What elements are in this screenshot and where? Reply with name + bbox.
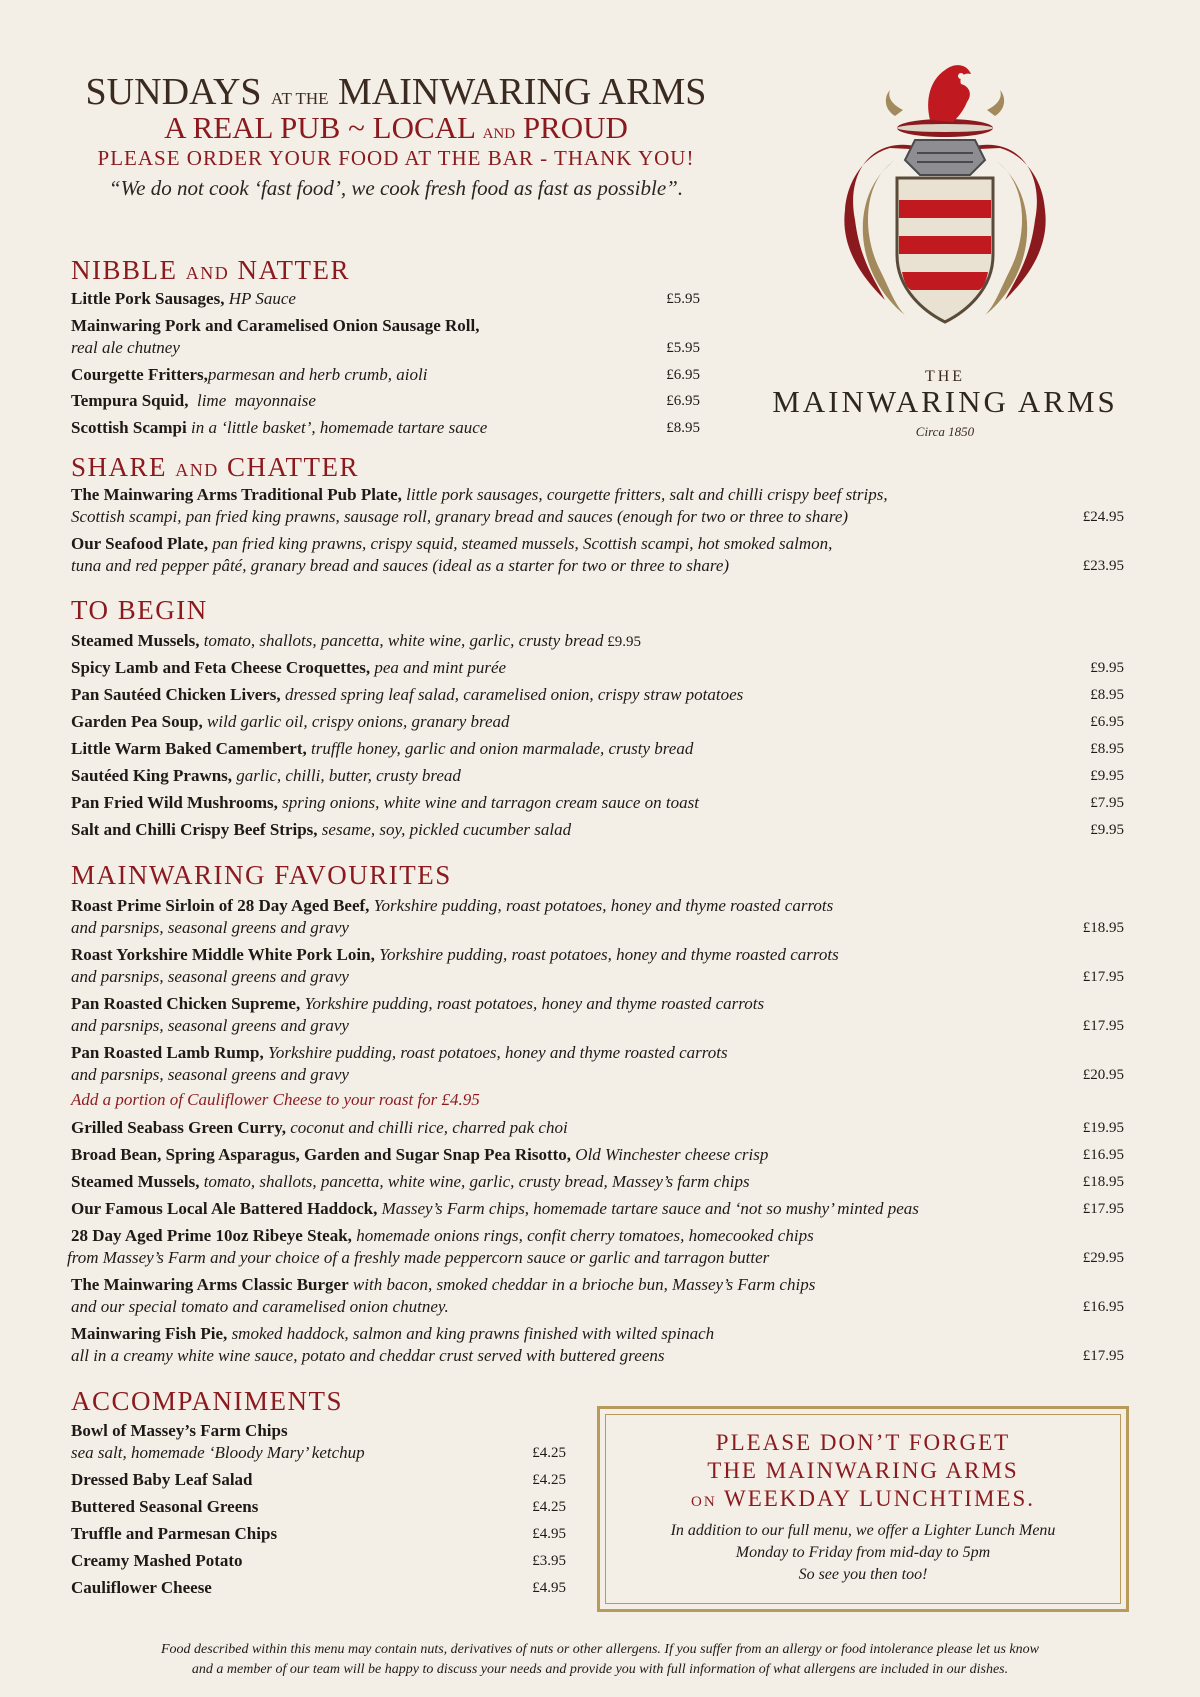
menu-item [71,483,888,507]
item-desc: Yorkshire pudding, roast potatoes, honey and thyme roasted carrots [300,994,765,1013]
menu-item [71,683,743,707]
item-price: £7.95 [1090,795,1124,811]
menu-item-desc [71,965,349,989]
item-name: Spicy Lamb and Feta Cheese Croquettes, [71,658,371,677]
item-name: Roast Yorkshire Middle White Pork Loin, [71,945,375,964]
item-desc: spring onions, white wine and tarragon cream sauce on toast [277,793,699,812]
item-price: £9.95 [1090,768,1124,784]
menu-item [71,1495,258,1519]
promo-line-3 [605,1486,1121,1512]
menu-item-desc [71,1441,365,1465]
section-title-favourites: MAINWARING FAVOURITES [71,860,452,890]
menu-item [71,1197,919,1221]
item-price: £17.95 [1082,969,1124,985]
item-price: £16.95 [1082,1299,1124,1315]
menu-item-desc [71,554,729,578]
item-name: Sautéed King Prawns, [71,766,233,785]
share-title-b: AND [175,460,219,480]
item-price: £3.95 [532,1553,566,1569]
item-price: £17.95 [1082,1201,1124,1217]
menu-item-desc [71,1344,664,1368]
item-desc: and our special tomato and caramelised onion chutney. [71,1297,449,1316]
nibble-title-a: NIBBLE [71,255,178,285]
menu-item [71,1116,568,1140]
item-desc: all in a creamy white wine sauce, potato and cheddar crust served with buttered greens [71,1346,665,1365]
item-name: Creamy Mashed Potato [71,1551,243,1570]
promo-line-1: PLEASE DON’T FORGET [715,1430,1011,1455]
item-name: Broad Bean, Spring Asparagus, Garden and Sugar Snap Pea Risotto, [71,1145,572,1164]
item-price: £17.95 [1082,1018,1124,1034]
item-name: Tempura Squid, [71,391,189,410]
menu-item [71,287,296,311]
item-name: The Mainwaring Arms Traditional Pub Plate, [71,485,402,504]
item-desc: Old Winchester cheese crisp [571,1145,769,1164]
item-price: £8.95 [1090,741,1124,757]
item-desc: with bacon, smoked cheddar in a brioche bun, Massey’s Farm chips [348,1275,816,1294]
item-desc: Yorkshire pudding, roast potatoes, honey and thyme roasted carrots [369,896,834,915]
menu-item [71,992,764,1016]
item-name: Pan Roasted Lamb Rump, [71,1043,264,1062]
menu-item [71,943,839,967]
item-desc: in a ‘little basket’, homemade tartare sauce [186,418,488,437]
promo-weekday: WEEKDAY LUNCHTIMES. [724,1486,1036,1511]
item-price: £17.95 [1082,1348,1124,1364]
menu-item [71,629,641,654]
item-name: Roast Prime Sirloin of 28 Day Aged Beef, [71,896,370,915]
subtitle-part-c: PROUD [522,110,628,145]
allergen-notice [60,1640,1140,1680]
cauliflower-cheese-note: Add a portion of Cauliflower Cheese to your roast for £4.95 [71,1090,480,1109]
promo-line-2: THE MAINWARING ARMS [707,1458,1019,1483]
item-price: £5.95 [666,291,700,307]
nibble-title-b: AND [185,263,230,283]
item-price: £9.95 [1090,660,1124,676]
item-name: Pan Sautéed Chicken Livers, [71,685,281,704]
menu-item [71,656,506,680]
item-price: £4.95 [532,1526,566,1542]
item-desc: parmesan and herb crumb, aioli [207,365,428,384]
item-name: Our Seafood Plate, [71,534,209,553]
item-name: Our Famous Local Ale Battered Haddock, [71,1199,378,1218]
item-name: Truffle and Parmesan Chips [71,1524,278,1543]
promo-line-5: Monday to Friday from mid-day to 5pm [735,1544,991,1561]
item-desc: sesame, soy, pickled cucumber salad [317,820,572,839]
section-title-share [71,452,359,483]
item-desc: coconut and chilli rice, charred pak choi [286,1118,568,1137]
menu-item [71,791,699,815]
share-title-a: SHARE [71,452,168,482]
item-price: £20.95 [1082,1067,1124,1083]
order-instruction: PLEASE ORDER YOUR FOOD AT THE BAR - THANK YOU! [97,146,695,170]
menu-item [71,1549,243,1573]
item-name: Grilled Seabass Green Curry, [71,1118,287,1137]
menu-item [71,1273,815,1297]
item-desc: Yorkshire pudding, roast potatoes, honey and thyme roasted carrots [374,945,839,964]
menu-item [71,389,316,413]
menu-item [71,894,833,918]
item-price: £9.95 [603,634,641,650]
section-title-begin: TO BEGIN [71,595,208,625]
promo-line-6: So see you then too! [798,1566,928,1583]
item-desc: dressed spring leaf salad, caramelised onion, crispy straw potatoes [280,685,744,704]
item-price: £4.95 [532,1580,566,1596]
menu-title [66,70,726,114]
item-name: Pan Fried Wild Mushrooms, [71,793,278,812]
promo-line-4: In addition to our full menu, we offer a Lighter Lunch Menu [670,1522,1056,1539]
title-pub-name: MAINWARING ARMS [338,71,707,113]
item-desc: Scottish scampi, pan fried king prawns, sausage roll, granary bread and sauces (enough for two or three to share) [71,507,849,526]
item-desc: wild garlic oil, crispy onions, granary bread [202,712,510,731]
item-price: £8.95 [666,420,700,436]
item-desc: from Massey’s Farm and your choice of a freshly made peppercorn sauce or garlic and tarragon butter [67,1248,770,1267]
item-desc: tomato, shallots, pancetta, white wine, garlic, crusty bread [199,631,604,650]
logo-circa: Circa 1850 [915,424,975,439]
allergen-notice-line-2: and a member of our team will be happy to discuss your needs and provide you with full information of what allergens are included in our dishes. [191,1662,1009,1677]
menu-item [71,710,510,734]
menu-item [71,1224,814,1248]
menu-item [71,532,832,556]
menu-item [71,416,487,440]
tagline: “We do not cook ‘fast food’, we cook fresh food as fast as possible”. [108,176,684,200]
item-price: £23.95 [1082,558,1124,574]
menu-item [71,1322,714,1346]
item-name: The Mainwaring Arms Classic Burger [71,1275,349,1294]
logo-the: THE [924,368,966,385]
item-price: £8.95 [1090,687,1124,703]
item-desc: sea salt, homemade ‘Bloody Mary’ ketchup [71,1443,365,1462]
item-desc: real ale chutney [71,338,180,357]
section-title-nibble [71,255,350,286]
item-desc: smoked haddock, salmon and king prawns finished with wilted spinach [227,1324,715,1343]
item-desc: and parsnips, seasonal greens and gravy [71,967,349,986]
item-name: Scottish Scampi [71,418,187,437]
title-at-the: AT THE [271,89,329,108]
menu-item-desc [71,1295,449,1319]
menu-item [71,1041,728,1065]
title-sundays: SUNDAYS [85,71,262,113]
item-desc: Yorkshire pudding, roast potatoes, honey and thyme roasted carrots [263,1043,728,1062]
item-price: £9.95 [1090,822,1124,838]
item-price: £18.95 [1082,920,1124,936]
item-price: £16.95 [1082,1147,1124,1163]
item-desc: and parsnips, seasonal greens and gravy [71,1016,349,1035]
menu-item [71,1170,750,1194]
item-price: £4.25 [532,1445,566,1461]
item-desc: and parsnips, seasonal greens and gravy [71,918,349,937]
item-desc: pan fried king prawns, crispy squid, steamed mussels, Scottish scampi, hot smoked salmon, [208,534,833,553]
promo-on: ON [690,1494,717,1510]
item-desc: tomato, shallots, pancetta, white wine, garlic, crusty bread, Massey’s farm chips [199,1172,750,1191]
item-price: £29.95 [1082,1250,1124,1266]
menu-item [71,737,693,761]
item-price: £4.25 [532,1499,566,1515]
menu-item-desc [71,336,180,360]
menu-item [71,764,461,788]
menu-item-desc [71,1063,349,1087]
menu-item [71,363,427,387]
menu-item [71,1143,768,1167]
item-desc: and parsnips, seasonal greens and gravy [71,1065,349,1084]
subtitle-part-a: A REAL PUB ~ LOCAL [164,110,475,145]
item-name: Dressed Baby Leaf Salad [71,1470,253,1489]
menu-item-desc [71,1014,349,1038]
menu-item [71,1576,212,1600]
item-desc: garlic, chilli, butter, crusty bread [232,766,461,785]
item-name: Steamed Mussels, [71,631,200,650]
menu-subtitle [66,110,726,146]
coat-of-arms-icon [835,50,1055,360]
item-price: £5.95 [666,340,700,356]
menu-item-desc [71,916,349,940]
item-name: Garden Pea Soup, [71,712,203,731]
item-desc: truffle honey, garlic and onion marmalade, crusty bread [306,739,694,758]
item-price: £4.25 [532,1472,566,1488]
item-name: Mainwaring Pork and Caramelised Onion Sausage Roll, [71,316,480,335]
item-name: Pan Roasted Chicken Supreme, [71,994,301,1013]
item-name: Mainwaring Fish Pie, [71,1324,228,1343]
item-name: Cauliflower Cheese [71,1578,212,1597]
item-desc: HP Sauce [224,289,296,308]
section-title-accompaniments: ACCOMPANIMENTS [71,1386,344,1416]
subtitle-and: AND [482,126,516,142]
item-price: £18.95 [1082,1174,1124,1190]
menu-item-desc [71,505,848,529]
item-desc: lime mayonnaise [188,391,316,410]
item-name: Little Pork Sausages, [71,289,225,308]
item-price: £6.95 [666,367,700,383]
item-desc: homemade onions rings, confit cherry tomatoes, homecooked chips [351,1226,814,1245]
menu-item [71,818,571,842]
item-desc: Massey’s Farm chips, homemade tartare sauce and ‘not so mushy’ minted peas [377,1199,919,1218]
item-price: £6.95 [1090,714,1124,730]
allergen-notice-line-1: Food described within this menu may contain nuts, derivatives of nuts or other allergens. If you suffer from an allergy or food intolerance please let us know [160,1642,1039,1657]
item-desc: tuna and red pepper pâté, granary bread and sauces (ideal as a starter for two or three to share) [71,556,730,575]
menu-item [71,1419,288,1443]
nibble-title-c: NATTER [237,255,350,285]
menu-item [71,314,480,338]
item-price: £19.95 [1082,1120,1124,1136]
item-name: 28 Day Aged Prime 10oz Ribeye Steak, [71,1226,352,1245]
item-name: Courgette Fritters, [71,365,208,384]
share-title-c: CHATTER [227,452,360,482]
item-price: £24.95 [1082,509,1124,525]
item-desc: pea and mint purée [370,658,507,677]
menu-item [71,1468,253,1492]
item-name: Buttered Seasonal Greens [71,1497,259,1516]
item-name: Salt and Chilli Crispy Beef Strips, [71,820,318,839]
item-name: Little Warm Baked Camembert, [71,739,307,758]
logo-name: MAINWARING ARMS [772,384,1118,419]
item-desc: little pork sausages, courgette fritters, salt and chilli crispy beef strips, [401,485,888,504]
item-price: £6.95 [666,393,700,409]
menu-item-desc [67,1246,769,1270]
menu-item [71,1522,277,1546]
item-name: Steamed Mussels, [71,1172,200,1191]
item-name: Bowl of Massey’s Farm Chips [71,1421,288,1440]
